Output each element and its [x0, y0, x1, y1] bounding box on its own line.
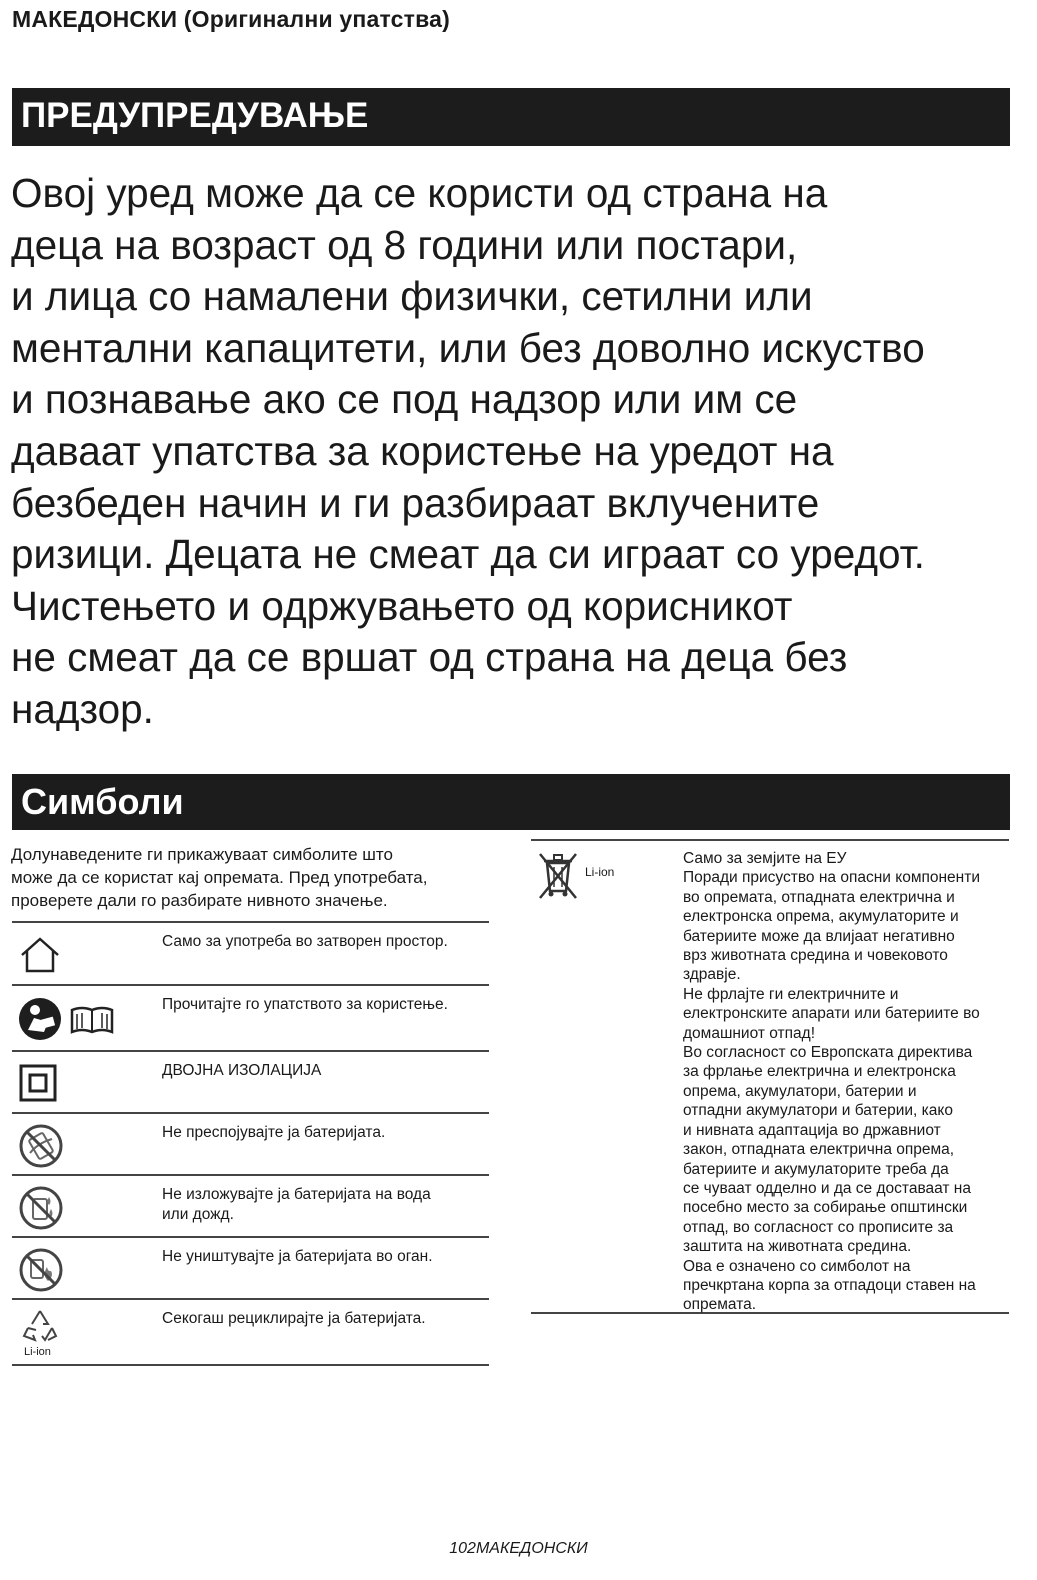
- crossed-bin-icon: [535, 849, 581, 906]
- house-icon: [18, 935, 62, 980]
- language-header: МАКЕДОНСКИ (Оригинални упатства): [12, 6, 450, 32]
- symbols-heading: Симболи: [12, 774, 1010, 830]
- weee-text: Само за земјите на ЕУ Поради присуство на опасни компоненти во опремата, отпадната електрична и електронска опрема, акумулаторите и батериите може да влијаат негативно врз животната средина и човековото здравје. Не фрлајте ги електричните и електронските апарати или батериите во домашниот отпад! Во согласност со Европската директива за фрлање електрична и електронска опрема, акумулатори, батерии и отпадни акумулатори и батерии, како и нивната адаптација во државниот закон, отпадната електрична опрема, батериите и акумулаторите треба да се чуваат одделно и да се доставаат на посебно место за собирање општински отпад, во согласност со прописите за заштита на животната средина. Ова е означено со симболот на пречкртана корпа за отпадоци ставен на опремата.: [683, 850, 980, 1314]
- warning-text: Овој уред може да се користи од страна на деца на возраст од 8 години или постари, и лица со намалени физички, сетилни или ментални капацитети, или без доволно искуство и познавање ако се под надзор или им се даваат упатства за користење на уредот на безбеден начин и ги разбираат вклучените ризици. Децата не смеат да си играат со уредот. Чистењето и одржувањето од корисникот не смеат да се вршат од страна на деца без надзор.: [11, 170, 925, 732]
- warning-heading: ПРЕДУПРЕДУВАЊЕ: [12, 88, 1010, 146]
- symbol-text-indoor: Само за употреба во затворен простор.: [162, 933, 448, 950]
- symbol-row-manual: [12, 984, 489, 1050]
- symbol-row-double-insulation: [12, 1050, 489, 1112]
- symbol-text-double-insulation: ДВОЈНА ИЗОЛАЦИЈА: [162, 1062, 322, 1079]
- symbols-intro: Долунаведените ги прикажуваат симболите што може да се користат кај опремата. Пред употребата, проверете дали го разбирате нивното значење.: [11, 845, 428, 910]
- symbol-text-no-water: Не изложувајте ја батеријата на вода или дожд.: [162, 1186, 431, 1223]
- symbol-row-no-fire: [12, 1236, 489, 1298]
- no-water-icon: [18, 1185, 64, 1236]
- recycle-liion-label: Li-ion: [24, 1346, 51, 1358]
- no-fire-icon: [18, 1247, 64, 1298]
- no-short-circuit-icon: [18, 1123, 64, 1174]
- symbols-table: [12, 921, 489, 1366]
- symbol-text-manual: Прочитајте го упатството за користење.: [162, 996, 448, 1013]
- double-insulation-icon: [18, 1063, 58, 1108]
- symbol-row-no-water: [12, 1174, 489, 1236]
- symbol-text-recycle: Секогаш рециклирајте ја батеријата.: [162, 1310, 426, 1327]
- weee-block: [531, 839, 1009, 1314]
- symbol-row-no-short-circuit: [12, 1112, 489, 1174]
- symbol-text-no-short-circuit: Не преспојувајте ја батеријата.: [162, 1124, 386, 1141]
- symbol-row-recycle: [12, 1298, 489, 1366]
- symbol-text-no-fire: Не уништувајте ја батеријата во оган.: [162, 1248, 433, 1265]
- symbol-row-indoor: [12, 921, 489, 984]
- page-footer: 102МАКЕДОНСКИ: [449, 1540, 588, 1557]
- weee-liion-label: Li-ion: [585, 865, 615, 879]
- read-manual-icon: [18, 996, 118, 1047]
- recycle-icon: [18, 1308, 62, 1349]
